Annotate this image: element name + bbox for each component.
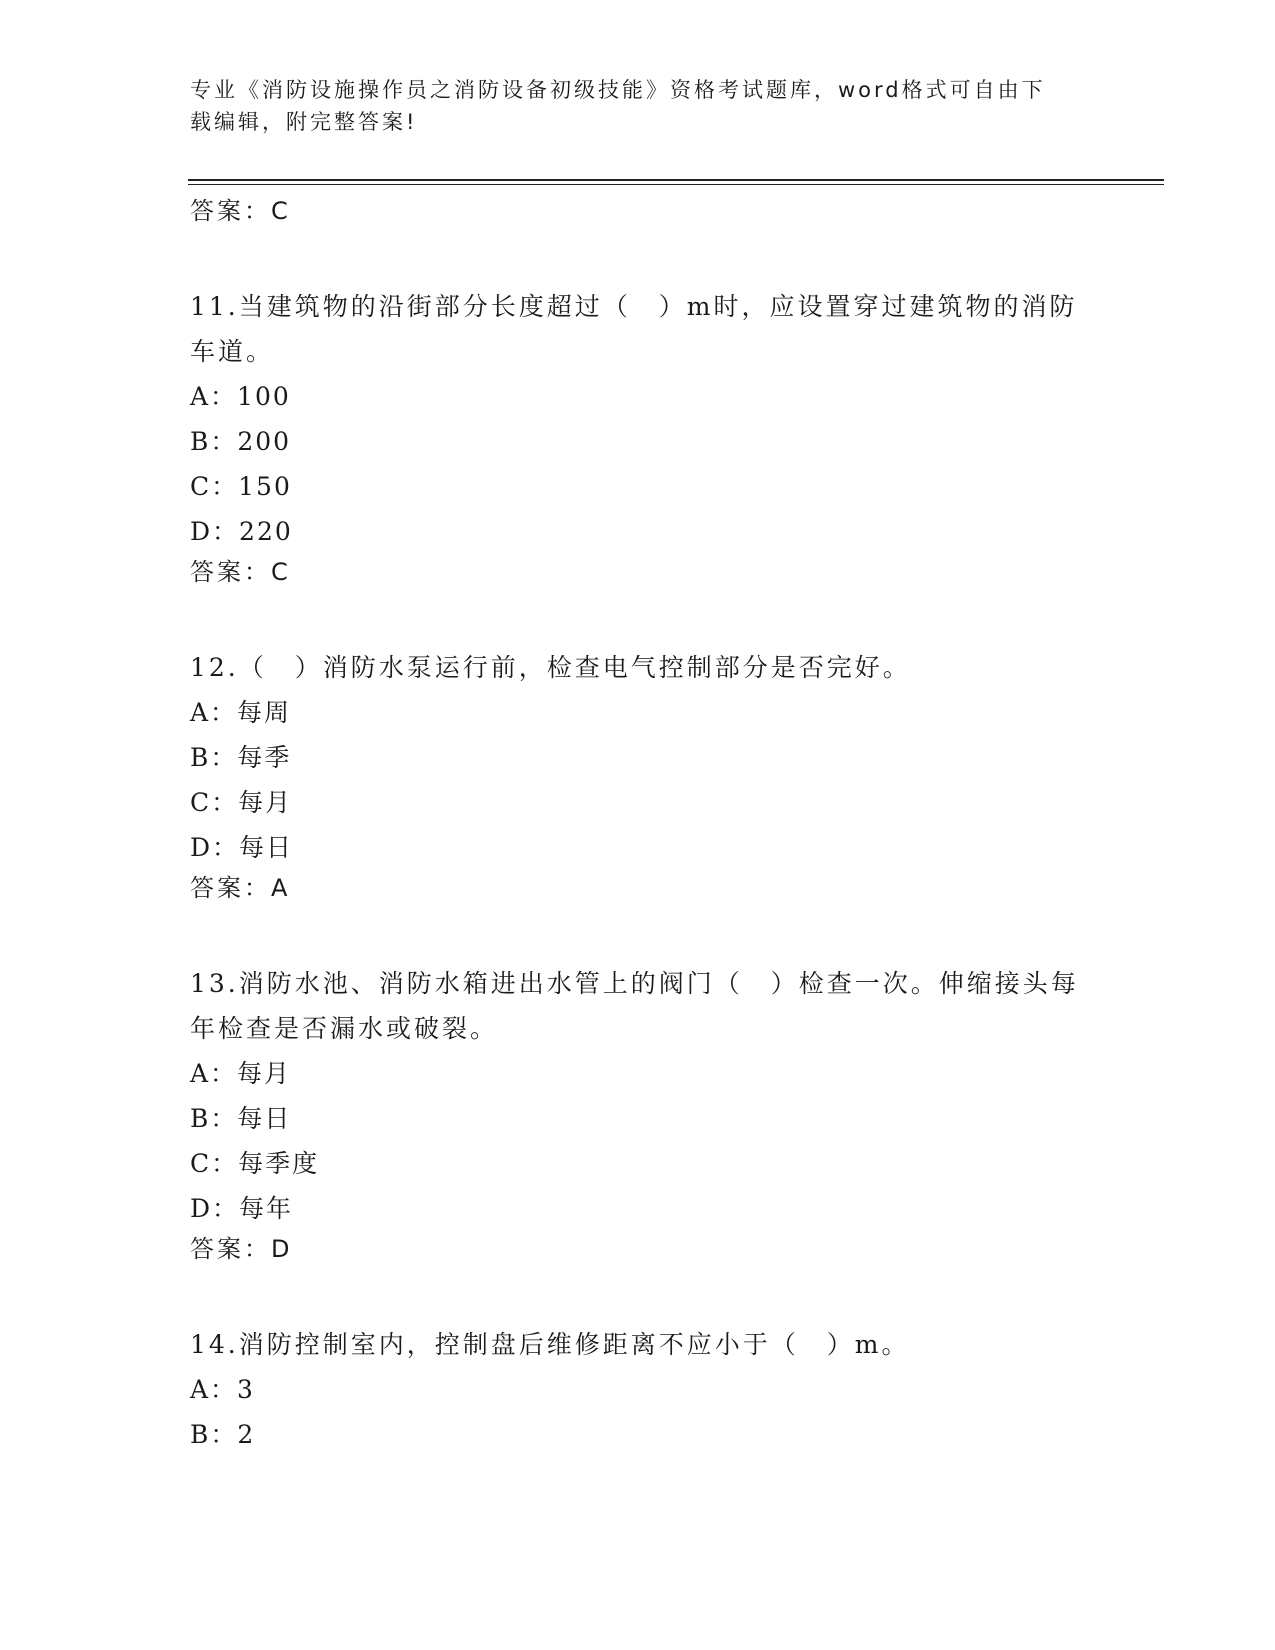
option-c: C：每月: [190, 788, 293, 817]
option-b: B：每季: [190, 743, 292, 772]
question-11: [190, 284, 1090, 590]
document-header: [190, 74, 1090, 138]
option-a: A：每周: [190, 698, 292, 727]
option-c: C：150: [190, 472, 292, 501]
option-b: B：200: [190, 427, 292, 456]
option-a: A：3: [190, 1375, 255, 1404]
header-divider-thick: [188, 179, 1164, 181]
option-a: A：每月: [190, 1059, 292, 1088]
option-a: A：100: [190, 382, 291, 411]
question-text: 13.消防水池、消防水箱进出水管上的阀门（ ）检查一次。伸缩接头每年检查是否漏水或破裂。: [190, 969, 1079, 1043]
question-12: [190, 645, 1090, 906]
question-text: 12.（ ）消防水泵运行前，检查电气控制部分是否完好。: [190, 653, 911, 682]
header-line-2: 载编辑，附完整答案!: [190, 110, 418, 134]
answer: 答案：D: [190, 1235, 293, 1263]
question-14: [190, 1322, 1090, 1457]
option-b: B：每日: [190, 1104, 292, 1133]
question-list: [190, 193, 1090, 1457]
question-text: 11.当建筑物的沿街部分长度超过（ ）m时，应设置穿过建筑物的消防车道。: [190, 292, 1078, 366]
option-b: B：2: [190, 1420, 256, 1449]
option-d: D：每年: [190, 1194, 294, 1223]
option-d: D：220: [190, 517, 293, 546]
answer: 答案：C: [190, 558, 291, 586]
question-13: [190, 961, 1090, 1267]
answer-previous: 答案：C: [190, 197, 291, 225]
answer: 答案：A: [190, 874, 291, 902]
option-c: C：每季度: [190, 1149, 320, 1178]
option-d: D：每日: [190, 833, 294, 862]
header-divider-thin: [188, 184, 1164, 185]
header-line-1: 专业《消防设施操作员之消防设备初级技能》资格考试题库，word格式可自由下: [190, 78, 1046, 102]
question-text: 14.消防控制室内，控制盘后维修距离不应小于（ ）m。: [190, 1330, 910, 1359]
